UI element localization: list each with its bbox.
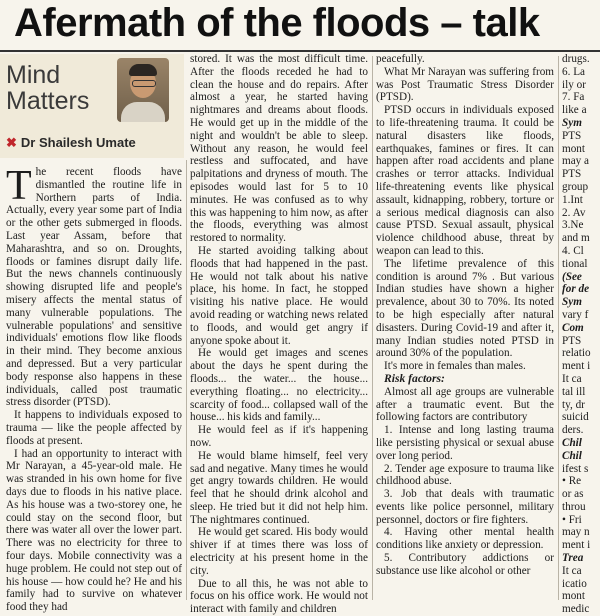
cropped-line: ty, dr (562, 398, 585, 411)
cropped-line: • Re (562, 475, 582, 488)
cropped-line: for de (562, 283, 590, 296)
cropped-line: 1.Int (562, 193, 583, 206)
cropped-line: PTS (562, 334, 582, 347)
article-paragraph (6, 163, 182, 409)
cropped-line: icatio (562, 577, 587, 590)
cropped-line: drugs. (562, 53, 590, 65)
article-paragraph: What Mr Narayan was suffering from was Post Traumatic Stress Disorder (PTSD). (376, 65, 554, 104)
article-paragraph: stored. It was the most difficult time. After the floods receded he had to clean the house and do repairs. After almost a year, he started having nightmares and dreams about floods. He would get up in the middle of the night and wouldn't be able to sleep. Without any reason, he would feel restless and suffocated, and have palpitations and dryness of mouth. The episodes would last for 5 to 10 minutes. He was confused as to why this was happening to him now, as after the floods, everything was almost restored to normality. (190, 53, 368, 245)
author-photo (117, 58, 169, 122)
author-byline (6, 135, 136, 151)
cropped-line: Chil (562, 436, 582, 449)
cropped-line: Chil (562, 449, 582, 462)
cropped-line: ily or (562, 78, 586, 91)
cropped-line: Trea (562, 552, 584, 565)
cropped-line: medic (562, 603, 590, 616)
photo-hair (129, 64, 157, 76)
article-paragraph: 5. Contributory addictions or substance use like alcohol or other (376, 552, 554, 577)
cropped-line: 6. La (562, 65, 585, 78)
article-paragraph: He started avoiding talking about floods that had happened in the past. He would not talk about his native place, his home. In fact, he stopped visiting his native place. He would avoid reading or watching news related to floods, and would get angry if anyone spoke about it. (190, 244, 368, 347)
cropped-line: (See (562, 270, 582, 283)
cropped-line: mont (562, 142, 585, 155)
cropped-line: and m (562, 232, 590, 245)
article-column-2 (190, 53, 368, 616)
column-divider (186, 160, 187, 600)
article-paragraph: He would get scared. His body would shiver if at times there was loss of electricity at his present home in the city. (190, 526, 368, 577)
cropped-line: suicid (562, 411, 589, 424)
cropped-line: 7. Fa (562, 91, 585, 104)
headline: Afermath of the floods – talk (14, 1, 540, 45)
article-paragraph: The lifetime prevalence of this condition is around 7% . But various Indian studies have shown a higher prevalence, about 30 to 70%. Its noted to be high especially after natural disasters. During Covid-19 and after it, many Indian studies noted PTSD in around 30% of the population. (376, 257, 554, 360)
cropped-line: 2. Av (562, 206, 586, 219)
headline-rule (0, 50, 600, 52)
cropped-line: 4. Cl (562, 244, 584, 257)
article-paragraph: PTSD occurs in individuals exposed to life-threatening trauma. It could be natural disasters like floods, earthquakes, famines or fires. It can happen after road accidents and plane crashes or terror attacks. Individual life-threatening events like physical assault, kidnapping, robbery, torture or a serious medical diagnosis can also cause PTSD. Sexual assault, physical violence childhood abuse, threat by weapon can lead to this. (376, 104, 554, 257)
article-column-4-cropped (562, 53, 600, 616)
cropped-line: Sym (562, 296, 582, 309)
cropped-line: ifest s (562, 462, 589, 475)
column-name (6, 62, 114, 114)
paragraph-text: he recent floods have dismantled the routine life in Northern parts of India. Actually, every year some part of India or the other gets submerged in floods. Last year Assam, before that Maharashtra, and so on. Droughts, floods or famines disrupt daily life. But the news channels continuously showing disrupted life and people's misery affects the mental status of many vulnerable populations. The vulnerable populations' and sensitive individuals' emotions flow like floods in their mind. They become anxious and depressed. But a very particular body response also happens in these individuals, called post traumatic stress disorder (PTSD). (6, 166, 182, 409)
author-name: Dr Shailesh Umate (20, 135, 136, 150)
cropped-line: It ca (562, 564, 582, 577)
article-paragraph: He would feel as if it's happening now. (190, 424, 368, 449)
column-divider (372, 56, 373, 600)
article-paragraph: peacefully. (376, 53, 425, 65)
cropped-line: PTS (562, 168, 582, 181)
cropped-line: ders. (562, 424, 584, 437)
article-paragraph: 1. Intense and long lasting trauma like persisting physical or sexual abuse over long period. (376, 424, 554, 462)
cropped-line: ment i (562, 360, 591, 373)
column-name-text: Mind Matters (6, 61, 90, 115)
article-paragraph: 3. Job that deals with traumatic events like police personnel, military personnel, doctors or fire fighters. (376, 488, 554, 526)
article-paragraph: It happens to individuals exposed to trauma — like the people affected by floods at present. (6, 409, 182, 447)
cropped-line: vary f (562, 308, 589, 321)
cropped-line: 3.Ne (562, 219, 584, 232)
article-paragraph: Due to all this, he was not able to focus on his office work. He would not interact with family and children (190, 577, 368, 616)
cropped-line: or as (562, 488, 584, 501)
cropped-line: tal ill (562, 385, 586, 398)
photo-glasses (132, 80, 156, 87)
cross-icon: ✖ (6, 135, 17, 150)
article-paragraph: He would get images and scenes about the days he spent during the floods... the water... the house... everything floating... no electricity... scarcity of food... collapsed wall of the house... his kids and family... (190, 347, 368, 424)
cropped-line: PTS (562, 129, 582, 142)
cropped-line: Sym (562, 116, 582, 129)
article-paragraph: 4. Having other mental health conditions like anxiety or depression. (376, 526, 554, 552)
drop-cap: T (6, 163, 32, 209)
cropped-line: • Fri (562, 513, 582, 526)
article-paragraph: He would blame himself, feel very sad and negative. Many times he would get angry towards children. He would feel that he should drink alcohol and sleep. He tried but it did not help him. The nightmares continued. (190, 449, 368, 526)
article-column-1 (6, 163, 182, 614)
cropped-line: may n (562, 526, 590, 539)
column-divider (558, 56, 559, 600)
cropped-line: throu (562, 500, 586, 513)
cropped-line: It ca (562, 372, 582, 385)
article-paragraph: 2. Tender age exposure to trauma like childhood abuse. (376, 462, 554, 488)
article-paragraph: I had an opportunity to interact with Mr Narayan, a 45-year-old male. He was stranded in his own home for five days due to floods in his native place. As his house was a two-storey one, he could stay on the second floor, but there was water all over the lower part. There was no electricity for three to four days. Mobile connectivity was a huge problem. He could not step out of his house — how could he? He and his family had to survive on whatever food they had (6, 447, 182, 614)
photo-shirt (121, 102, 165, 122)
article-paragraph: It's more in females than males. (384, 360, 526, 373)
risk-factors-heading: Risk factors: (384, 371, 445, 385)
article-paragraph: Almost all age groups are vulnerable after a traumatic event. But the following factors are contributory (376, 385, 554, 424)
cropped-line: may a (562, 155, 590, 168)
cropped-line: Com (562, 321, 584, 334)
article-column-3 (376, 53, 554, 578)
cropped-line: group (562, 180, 589, 193)
cropped-line: tional (562, 257, 588, 270)
cropped-line: relatio (562, 347, 591, 360)
cropped-line: mont (562, 590, 585, 603)
cropped-line: like a (562, 104, 587, 117)
cropped-line: ment i (562, 539, 591, 552)
